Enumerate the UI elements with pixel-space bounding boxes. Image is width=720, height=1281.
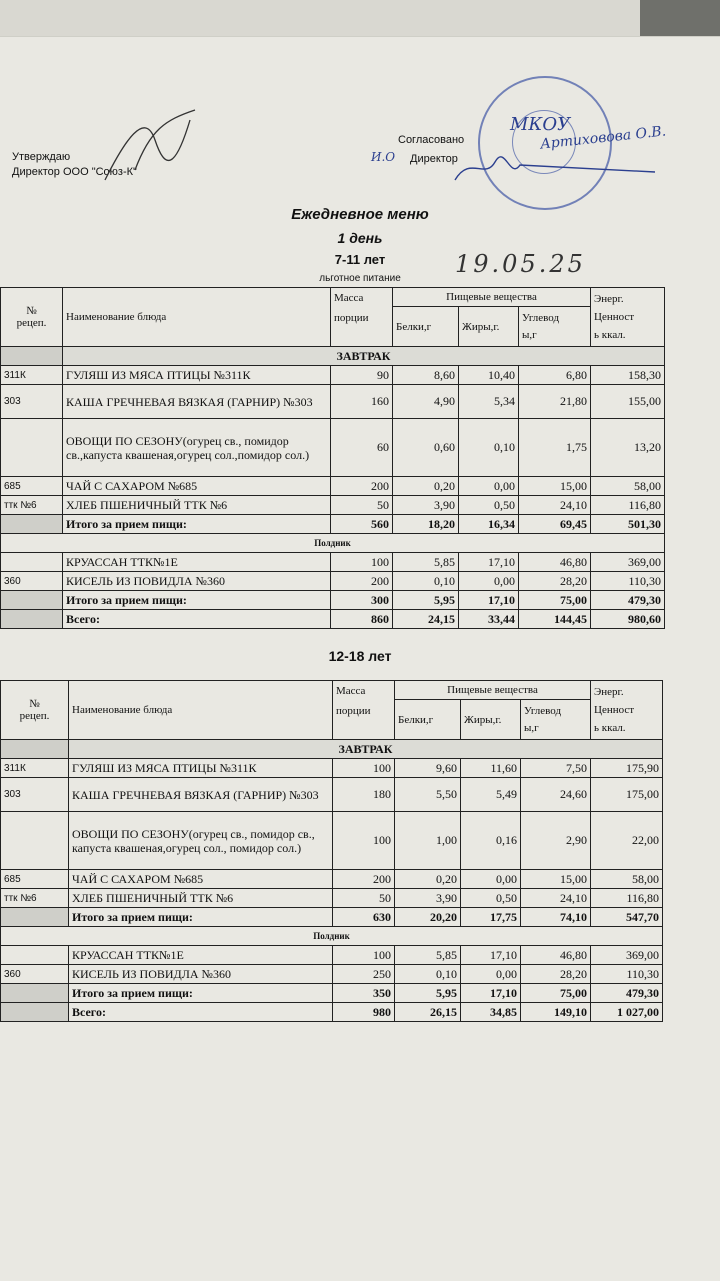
table-row [1, 946, 663, 965]
total-carb: 149,10 [521, 1003, 591, 1022]
recipe-code: ттк №6 [1, 889, 69, 908]
recipe-code: 360 [1, 965, 69, 984]
table-row [1, 778, 663, 812]
portion-mass: 100 [333, 946, 395, 965]
carb-value: 28,20 [521, 965, 591, 984]
recipe-code: 311К [1, 366, 63, 385]
dish-name: ГУЛЯШ ИЗ МЯСА ПТИЦЫ №311К [69, 759, 333, 778]
dish-name: КАША ГРЕЧНЕВАЯ ВЯЗКАЯ (ГАРНИР) №303 [69, 778, 333, 812]
total-fat: 17,75 [461, 908, 521, 927]
meal-snack-label: Полдник [1, 927, 663, 946]
total-row [1, 591, 665, 610]
benefit-note: льготное питание [319, 273, 401, 284]
total-fat: 34,85 [461, 1003, 521, 1022]
col-recipe-header: № рецеп. [1, 288, 63, 347]
total-energy: 479,30 [591, 984, 663, 1003]
total-mass: 630 [333, 908, 395, 927]
approve-director: Директор ООО "Союз-К" [12, 166, 137, 178]
total-fat: 33,44 [459, 610, 519, 629]
energy-value: 155,00 [591, 385, 665, 419]
portion-mass: 250 [333, 965, 395, 984]
recipe-code: ттк №6 [1, 496, 63, 515]
background-paper [0, 0, 640, 36]
total-carb: 74,10 [521, 908, 591, 927]
carb-value: 28,20 [519, 572, 591, 591]
portion-mass: 200 [331, 477, 393, 496]
fat-value: 0,00 [461, 870, 521, 889]
portion-mass: 90 [331, 366, 393, 385]
total-label: Всего: [69, 1003, 333, 1022]
fat-value: 0,00 [459, 477, 519, 496]
portion-mass: 100 [333, 759, 395, 778]
protein-value: 0,20 [395, 870, 461, 889]
dish-name: ХЛЕБ ПШЕНИЧНЫЙ ТТК №6 [63, 496, 331, 515]
recipe-code [1, 419, 63, 477]
carb-value: 1,75 [519, 419, 591, 477]
table-row [1, 419, 665, 477]
total-energy: 1 027,00 [591, 1003, 663, 1022]
recipe-code: 311К [1, 759, 69, 778]
total-carb: 144,45 [519, 610, 591, 629]
energy-value: 58,00 [591, 870, 663, 889]
recipe-code [1, 553, 63, 572]
energy-value: 110,30 [591, 965, 663, 984]
carb-value: 46,80 [521, 946, 591, 965]
age-group-1: 7-11 лет [334, 252, 386, 267]
total-energy: 501,30 [591, 515, 665, 534]
menu-title: Ежедневное меню [291, 206, 429, 223]
total-protein: 24,15 [393, 610, 459, 629]
portion-mass: 160 [331, 385, 393, 419]
recipe-code [1, 812, 69, 870]
carb-value: 7,50 [521, 759, 591, 778]
handwritten-name: Артиховова О.В. [539, 123, 667, 153]
total-energy: 547,70 [591, 908, 663, 927]
portion-mass: 200 [333, 870, 395, 889]
fat-value: 0,00 [459, 572, 519, 591]
col-protein-header: Белки,г [393, 307, 459, 347]
meal-spacer [1, 740, 69, 759]
dish-name: КРУАССАН ТТК№1Е [69, 946, 333, 965]
dish-name: КИСЕЛЬ ИЗ ПОВИДЛА №360 [63, 572, 331, 591]
carb-value: 24,60 [521, 778, 591, 812]
table-row [1, 812, 663, 870]
handwritten-org: МКОУ [510, 114, 571, 135]
portion-mass: 100 [333, 812, 395, 870]
protein-value: 0,20 [393, 477, 459, 496]
energy-value: 13,20 [591, 419, 665, 477]
energy-value: 175,00 [591, 778, 663, 812]
fat-value: 0,16 [461, 812, 521, 870]
total-fat: 17,10 [461, 984, 521, 1003]
energy-value: 58,00 [591, 477, 665, 496]
total-mass: 560 [331, 515, 393, 534]
table-row [1, 496, 665, 515]
fat-value: 0,10 [459, 419, 519, 477]
protein-value: 8,60 [393, 366, 459, 385]
protein-value: 5,50 [395, 778, 461, 812]
total-spacer [1, 908, 69, 927]
fat-value: 0,50 [461, 889, 521, 908]
fat-value: 0,50 [459, 496, 519, 515]
total-carb: 69,45 [519, 515, 591, 534]
protein-value: 5,85 [395, 946, 461, 965]
table-row [1, 385, 665, 419]
total-protein: 26,15 [395, 1003, 461, 1022]
col-fat-header: Жиры,г. [461, 700, 521, 740]
dish-name: КАША ГРЕЧНЕВАЯ ВЯЗКАЯ (ГАРНИР) №303 [63, 385, 331, 419]
total-mass: 350 [333, 984, 395, 1003]
table-row [1, 870, 663, 889]
dish-name: ЧАЙ С САХАРОМ №685 [69, 870, 333, 889]
portion-mass: 180 [333, 778, 395, 812]
protein-value: 0,60 [393, 419, 459, 477]
dish-name: ХЛЕБ ПШЕНИЧНЫЙ ТТК №6 [69, 889, 333, 908]
carb-value: 15,00 [519, 477, 591, 496]
dish-name: ЧАЙ С САХАРОМ №685 [63, 477, 331, 496]
energy-value: 158,30 [591, 366, 665, 385]
col-carb-header: Углевод ы,г [521, 700, 591, 740]
protein-value: 4,90 [393, 385, 459, 419]
table-row [1, 366, 665, 385]
recipe-code: 360 [1, 572, 63, 591]
total-protein: 20,20 [395, 908, 461, 927]
energy-value: 116,80 [591, 496, 665, 515]
day-label: 1 день [337, 230, 383, 246]
signature-right [450, 150, 660, 190]
total-carb: 75,00 [519, 591, 591, 610]
meal-snack-label: Полдник [1, 534, 665, 553]
col-mass-header: Масса порции [333, 681, 395, 740]
col-dish-header: Наименование блюда [63, 288, 331, 347]
dish-name: ОВОЩИ ПО СЕЗОНУ(огурец св., помидор св.,капуста квашеная,огурец сол.,помидор сол.) [63, 419, 331, 477]
menu-table-12-18 [0, 680, 663, 1022]
fat-value: 17,10 [461, 946, 521, 965]
total-energy: 479,30 [591, 591, 665, 610]
total-mass: 860 [331, 610, 393, 629]
portion-mass: 50 [331, 496, 393, 515]
carb-value: 24,10 [521, 889, 591, 908]
recipe-code: 303 [1, 778, 69, 812]
signature-left [95, 100, 205, 190]
protein-value: 0,10 [393, 572, 459, 591]
energy-value: 22,00 [591, 812, 663, 870]
col-mass-header: Масса порции [331, 288, 393, 347]
energy-value: 110,30 [591, 572, 665, 591]
approve-label: Утверждаю [12, 151, 71, 163]
handwritten-io: И.О [371, 150, 396, 164]
portion-mass: 200 [331, 572, 393, 591]
total-label: Итого за прием пищи: [69, 908, 333, 927]
table-row [1, 759, 663, 778]
portion-mass: 50 [333, 889, 395, 908]
protein-value: 0,10 [395, 965, 461, 984]
total-mass: 980 [333, 1003, 395, 1022]
recipe-code: 303 [1, 385, 63, 419]
col-recipe-header: № рецеп. [1, 681, 69, 740]
table-row [1, 889, 663, 908]
fat-value: 11,60 [461, 759, 521, 778]
dish-name: ОВОЩИ ПО СЕЗОНУ(огурец св., помидор св., капуста квашеная,огурец сол., помидор сол.) [69, 812, 333, 870]
total-protein: 5,95 [395, 984, 461, 1003]
total-protein: 18,20 [393, 515, 459, 534]
carb-value: 21,80 [519, 385, 591, 419]
total-spacer [1, 1003, 69, 1022]
col-fat-header: Жиры,г. [459, 307, 519, 347]
carb-value: 6,80 [519, 366, 591, 385]
protein-value: 3,90 [393, 496, 459, 515]
total-spacer [1, 591, 63, 610]
fat-value: 10,40 [459, 366, 519, 385]
total-fat: 16,34 [459, 515, 519, 534]
protein-value: 5,85 [393, 553, 459, 572]
col-carb-header: Углевод ы,г [519, 307, 591, 347]
total-energy: 980,60 [591, 610, 665, 629]
meal-spacer [1, 347, 63, 366]
protein-value: 9,60 [395, 759, 461, 778]
energy-value: 175,90 [591, 759, 663, 778]
col-nutrients-header: Пищевые вещества [393, 288, 591, 307]
recipe-code: 685 [1, 870, 69, 889]
meal-breakfast-label: ЗАВТРАК [69, 740, 663, 759]
protein-value: 1,00 [395, 812, 461, 870]
protein-value: 3,90 [395, 889, 461, 908]
col-dish-header: Наименование блюда [69, 681, 333, 740]
fat-value: 5,49 [461, 778, 521, 812]
total-label: Итого за прием пищи: [63, 515, 331, 534]
col-nutrients-header: Пищевые вещества [395, 681, 591, 700]
recipe-code: 685 [1, 477, 63, 496]
col-energy-header: Энерг. Ценност ь ккал. [591, 288, 665, 347]
energy-value: 369,00 [591, 946, 663, 965]
handwritten-date: 19.05.25 [455, 250, 586, 278]
total-spacer [1, 515, 63, 534]
carb-value: 15,00 [521, 870, 591, 889]
total-mass: 300 [331, 591, 393, 610]
portion-mass: 60 [331, 419, 393, 477]
total-row [1, 610, 665, 629]
dish-name: ГУЛЯШ ИЗ МЯСА ПТИЦЫ №311К [63, 366, 331, 385]
table-row [1, 572, 665, 591]
carb-value: 2,90 [521, 812, 591, 870]
total-row [1, 908, 663, 927]
agreed-label: Согласовано [398, 134, 465, 146]
recipe-code [1, 946, 69, 965]
total-spacer [1, 984, 69, 1003]
total-row [1, 515, 665, 534]
menu-table-7-11 [0, 287, 665, 629]
dish-name: КИСЕЛЬ ИЗ ПОВИДЛА №360 [69, 965, 333, 984]
total-carb: 75,00 [521, 984, 591, 1003]
energy-value: 116,80 [591, 889, 663, 908]
total-row [1, 1003, 663, 1022]
age-group-2: 12-18 лет [328, 648, 392, 664]
fat-value: 5,34 [459, 385, 519, 419]
table-row [1, 477, 665, 496]
meal-breakfast-label: ЗАВТРАК [63, 347, 665, 366]
dish-name: КРУАССАН ТТК№1Е [63, 553, 331, 572]
table-row [1, 553, 665, 572]
fat-value: 0,00 [461, 965, 521, 984]
agreed-director: Директор [410, 153, 458, 165]
total-label: Итого за прием пищи: [63, 591, 331, 610]
total-row [1, 984, 663, 1003]
total-label: Всего: [63, 610, 331, 629]
carb-value: 46,80 [519, 553, 591, 572]
total-spacer [1, 610, 63, 629]
total-label: Итого за прием пищи: [69, 984, 333, 1003]
total-fat: 17,10 [459, 591, 519, 610]
fat-value: 17,10 [459, 553, 519, 572]
energy-value: 369,00 [591, 553, 665, 572]
total-protein: 5,95 [393, 591, 459, 610]
table-row [1, 965, 663, 984]
col-protein-header: Белки,г [395, 700, 461, 740]
col-energy-header: Энерг. Ценност ь ккал. [591, 681, 663, 740]
carb-value: 24,10 [519, 496, 591, 515]
portion-mass: 100 [331, 553, 393, 572]
